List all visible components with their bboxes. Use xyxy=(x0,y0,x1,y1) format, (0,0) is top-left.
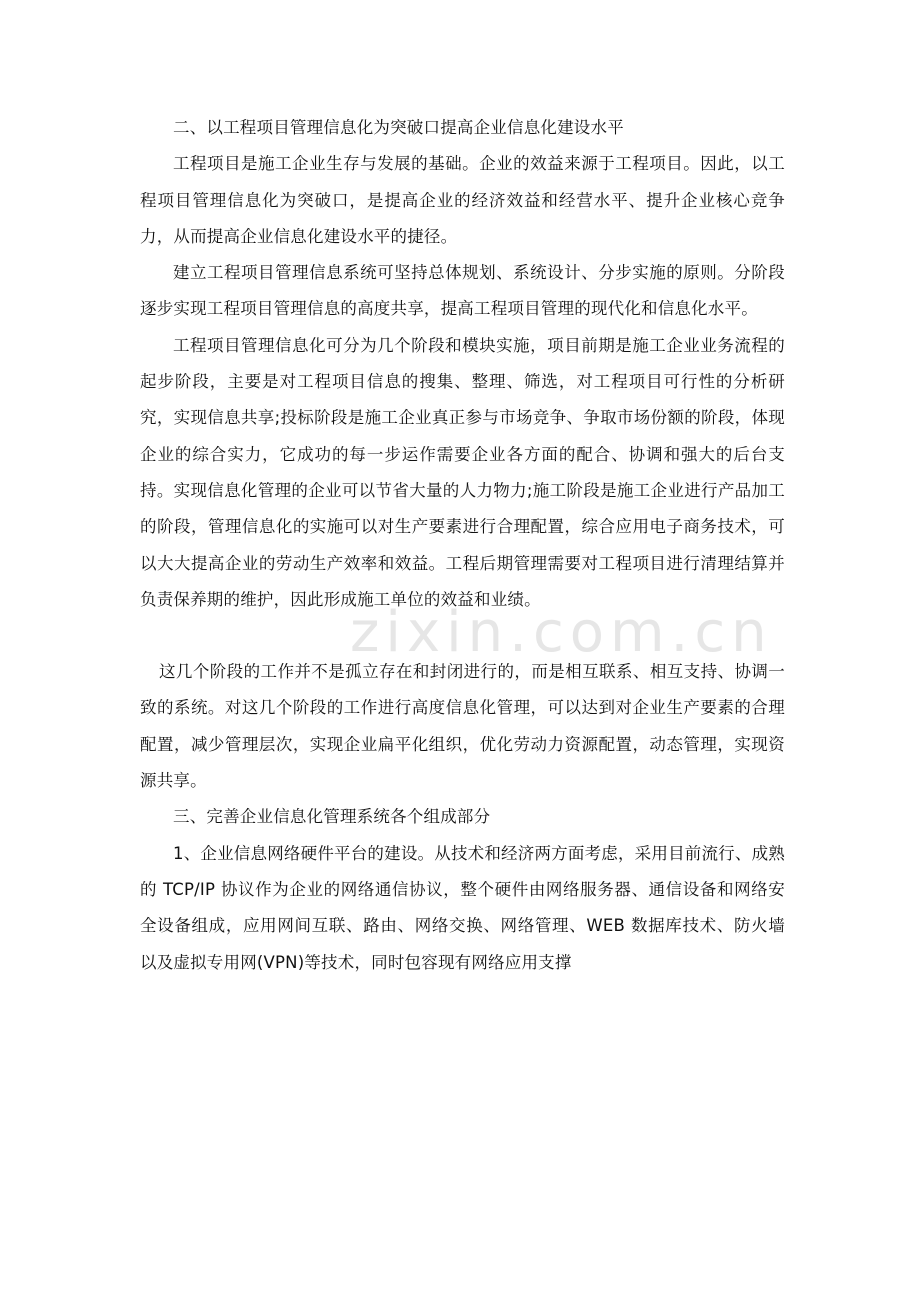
paragraph-stages: 工程项目管理信息化可分为几个阶段和模块实施，项目前期是施工企业业务流程的起步阶段，主要是对工程项目信息的搜集、整理、筛选，对工程项目可行性的分析研究，实现信息共享;投标阶段是施工企业真正参与市场竞争、争取市场份额的阶段，体现企业的综合实力，它成功的每一步运作需要企业各方面的配合、协调和强大的后台支持。实现信息化管理的企业可以节省大量的人力物力;施工阶段是施工企业进行产品加工的阶段，管理信息化的实施可以对生产要素进行合理配置，综合应用电子商务技术，可以大大提高企业的劳动生产效率和效益。工程后期管理需要对工程项目进行清理结算并负责保养期的维护，因此形成施工单位的效益和业绩。 xyxy=(140,335,785,609)
paragraph-system-principles: 建立工程项目管理信息系统可坚持总体规划、系统设计、分步实施的原则。分阶段逐步实现工程项目管理信息的高度共享，提高工程项目管理的现代化和信息化水平。 xyxy=(140,263,785,319)
watermark: zixin.com.cn xyxy=(350,600,773,665)
paragraph-project-foundation: 工程项目是施工企业生存与发展的基础。企业的效益来源于工程项目。因此，以工程项目管理信息化为突破口，是提高企业的经济效益和经营水平、提升企业核心竞争力，从而提高企业信息化建设水平的捷径。 xyxy=(140,154,785,246)
document-body xyxy=(140,110,785,981)
paragraph-hardware-platform: 1、企业信息网络硬件平台的建设。从技术和经济两方面考虑，采用目前流行、成熟的 TCP/IP 协议作为企业的网络通信协议，整个硬件由网络服务器、通信设备和网络安全设备组成，应用网间互联、路由、网络交换、网络管理、WEB 数据库技术、防火墙以及虚拟专用网(VPN)等技术，同时包容现有网络应用支撑 xyxy=(140,843,785,972)
paragraph-integrated-system: 这几个阶段的工作并不是孤立存在和封闭进行的，而是相互联系、相互支持、协调一致的系统。对这几个阶段的工作进行高度信息化管理，可以达到对企业生产要素的合理配置，减少管理层次，实现企业扁平化组织，优化劳动力资源配置，动态管理，实现资源共享。 xyxy=(140,662,785,791)
section-heading-2: 二、以工程项目管理信息化为突破口提高企业信息化建设水平 xyxy=(173,118,624,137)
section-heading-3: 三、完善企业信息化管理系统各个组成部分 xyxy=(173,807,491,827)
